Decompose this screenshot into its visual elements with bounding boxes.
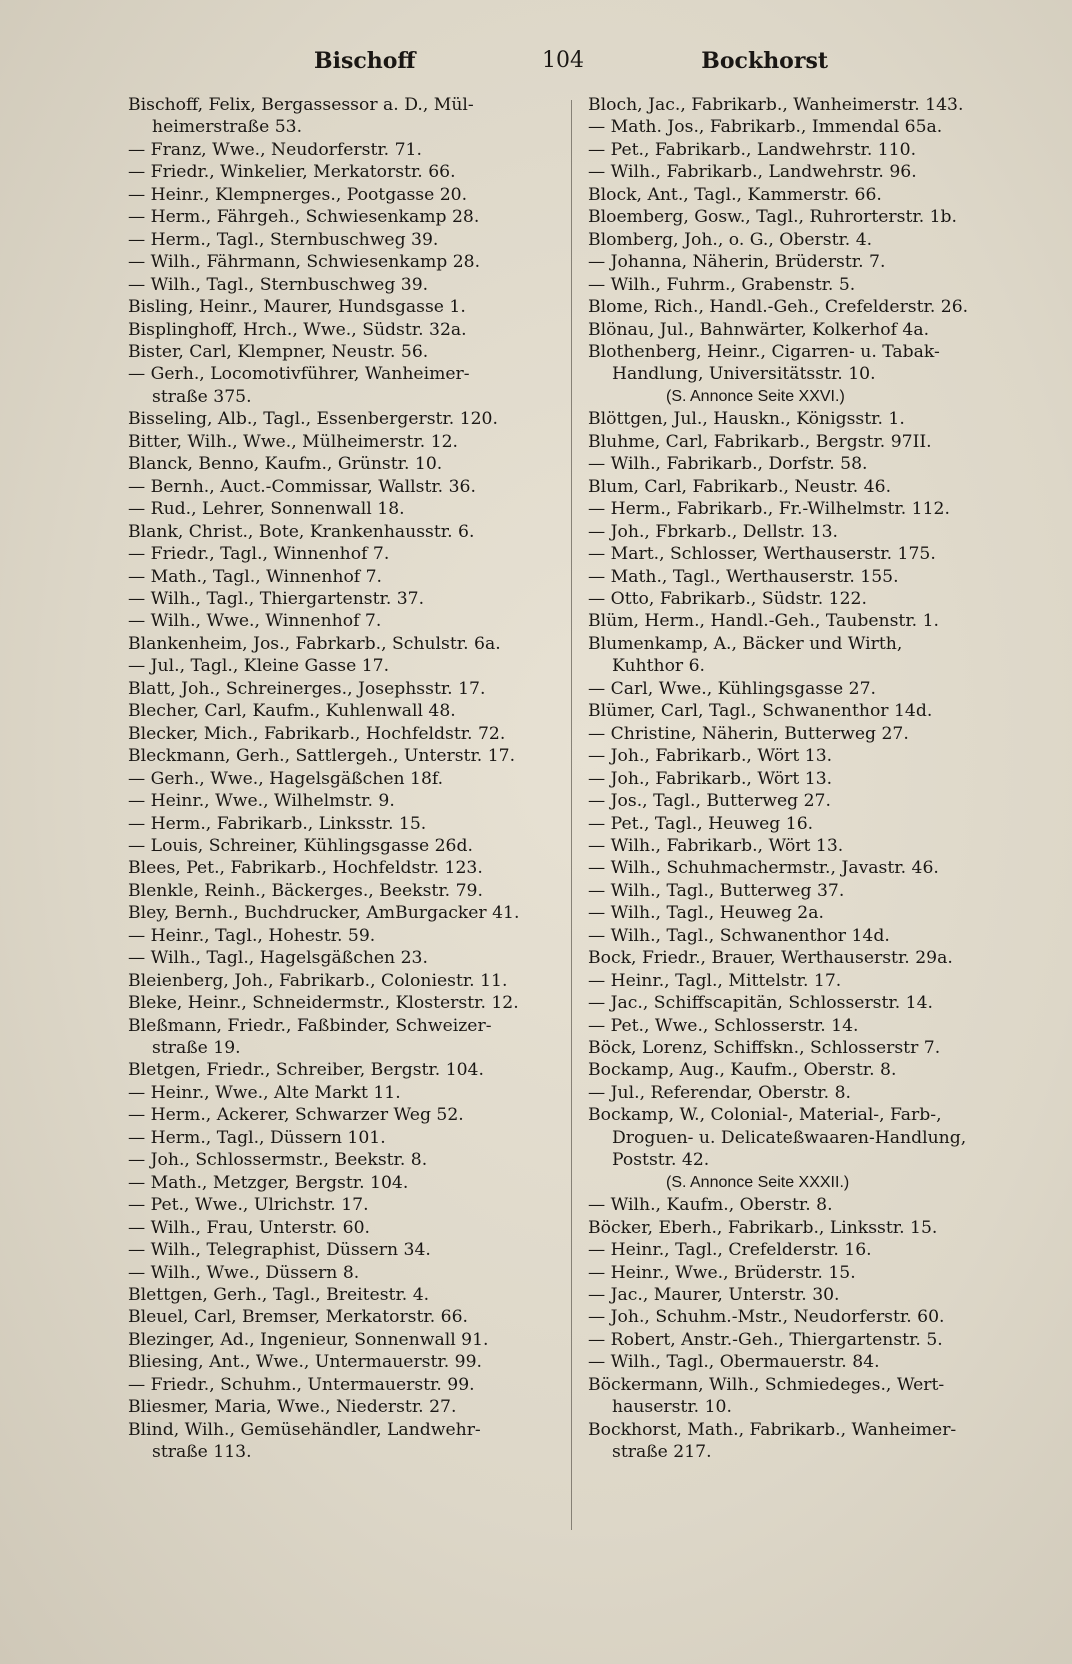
directory-entry: Blöttgen, Jul., Hauskn., Königsstr. 1. <box>588 409 905 430</box>
directory-entry: — Wilh., Tagl., Sternbuschweg 39. <box>128 274 429 295</box>
directory-entry: Bleckmann, Gerh., Sattlergeh., Unterstr. 17. <box>128 746 516 767</box>
directory-entry: Bletgen, Friedr., Schreiber, Bergstr. 104. <box>128 1060 484 1081</box>
directory-entry: — Wilh., Tagl., Schwanenthor 14d. <box>588 925 890 946</box>
directory-entry: — Wilh., Telegraphist, Düssern 34. <box>128 1240 431 1261</box>
directory-entry: — Pet., Fabrikarb., Landwehrstr. 110. <box>588 139 917 160</box>
directory-entry: — Herm., Fabrikarb., Fr.-Wilhelmstr. 112. <box>588 499 950 520</box>
directory-entry: Böcker, Eberh., Fabrikarb., Linksstr. 15. <box>588 1217 938 1238</box>
directory-entry: Blees, Pet., Fabrikarb., Hochfeldstr. 123. <box>128 858 483 879</box>
directory-entry: Bisplinghoff, Hrch., Wwe., Südstr. 32a. <box>128 319 467 340</box>
directory-entry: Bockhorst, Math., Fabrikarb., Wanheimer- <box>588 1419 957 1440</box>
directory-entry: — Bernh., Auct.-Commissar, Wallstr. 36. <box>128 476 476 497</box>
directory-entry: — Herm., Ackerer, Schwarzer Weg 52. <box>128 1105 464 1126</box>
directory-entry: — Wilh., Wwe., Winnenhof 7. <box>128 611 382 632</box>
directory-entry: — Joh., Fabrikarb., Wört 13. <box>588 746 833 767</box>
directory-entry: — Wilh., Tagl., Thiergartenstr. 37. <box>128 588 425 609</box>
directory-entry: Böckermann, Wilh., Schmiedeges., Wert- <box>588 1374 945 1395</box>
directory-entry: straße 113. <box>152 1442 252 1463</box>
directory-entry: — Heinr., Wwe., Alte Markt 11. <box>128 1082 401 1103</box>
directory-entry: Kuhthor 6. <box>612 656 706 677</box>
directory-entry: Blönau, Jul., Bahnwärter, Kolkerhof 4a. <box>588 319 930 340</box>
directory-entry: — Herm., Tagl., Sternbuschweg 39. <box>128 229 439 250</box>
directory-entry: — Friedr., Tagl., Winnenhof 7. <box>128 544 390 565</box>
directory-entry: Bisseling, Alb., Tagl., Essenbergerstr. 120. <box>128 409 498 430</box>
directory-entry: Bister, Carl, Klempner, Neustr. 56. <box>128 341 429 362</box>
directory-entry: — Jos., Tagl., Butterweg 27. <box>588 791 831 812</box>
directory-entry: Bliesmer, Maria, Wwe., Niederstr. 27. <box>128 1397 457 1418</box>
directory-entry: Bluhme, Carl, Fabrikarb., Bergstr. 97II. <box>588 431 932 452</box>
directory-entry: — Friedr., Schuhm., Untermauerstr. 99. <box>128 1374 475 1395</box>
directory-entry: — Pet., Tagl., Heuweg 16. <box>588 813 814 834</box>
directory-entry: hauserstr. 10. <box>612 1397 732 1418</box>
directory-entry: Bischoff, Felix, Bergassessor a. D., Mül- <box>128 95 474 115</box>
directory-entry: — Wilh., Tagl., Obermauerstr. 84. <box>588 1352 880 1373</box>
directory-entry: — Christine, Näherin, Butterweg 27. <box>588 723 909 744</box>
directory-entry: — Heinr., Tagl., Hohestr. 59. <box>128 925 376 946</box>
directory-entry: — Wilh., Tagl., Butterweg 37. <box>588 880 845 901</box>
directory-entry: — Wilh., Schuhmachermstr., Javastr. 46. <box>588 858 939 879</box>
header-left-word: Bischoff <box>314 48 416 74</box>
directory-entry: — Joh., Fbrkarb., Dellstr. 13. <box>588 521 839 542</box>
directory-entry: — Joh., Fabrikarb., Wört 13. <box>588 768 833 789</box>
directory-entry: Blanck, Benno, Kaufm., Grünstr. 10. <box>128 454 443 475</box>
directory-entry: — Wilh., Tagl., Hagelsgäßchen 23. <box>128 948 428 969</box>
advertisement-reference: (S. Annonce Seite XXXII.) <box>666 1173 850 1191</box>
directory-entry: Blum, Carl, Fabrikarb., Neustr. 46. <box>588 476 892 497</box>
directory-entry: Blenkle, Reinh., Bäckerges., Beekstr. 79. <box>128 880 483 901</box>
directory-entry: — Herm., Fährgeh., Schwiesenkamp 28. <box>128 207 480 228</box>
directory-entry: — Wilh., Fährmann, Schwiesenkamp 28. <box>128 252 481 273</box>
directory-entry: Bockamp, W., Colonial-, Material-, Farb-, <box>588 1105 942 1126</box>
directory-entry: Bisling, Heinr., Maurer, Hundsgasse 1. <box>128 297 466 318</box>
advertisement-reference: (S. Annonce Seite XXVI.) <box>666 387 845 405</box>
directory-entry: — Jul., Referendar, Oberstr. 8. <box>588 1082 851 1103</box>
directory-entry: — Gerh., Wwe., Hagelsgäßchen 18f. <box>128 768 444 789</box>
directory-entry: — Franz, Wwe., Neudorferstr. 71. <box>128 139 422 160</box>
directory-entry: Bleuel, Carl, Bremser, Merkatorstr. 66. <box>128 1307 468 1328</box>
directory-entry: — Wilh., Fuhrm., Grabenstr. 5. <box>588 274 856 295</box>
directory-entry: — Heinr., Klempnerges., Pootgasse 20. <box>128 184 468 205</box>
directory-entry: — Wilh., Fabrikarb., Wört 13. <box>588 835 844 856</box>
directory-entry: — Wilh., Fabrikarb., Landwehrstr. 96. <box>588 162 917 183</box>
directory-entry: Blecher, Carl, Kaufm., Kuhlenwall 48. <box>128 701 456 722</box>
directory-entry: — Herm., Fabrikarb., Linksstr. 15. <box>128 813 427 834</box>
directory-entry: — Gerh., Locomotivführer, Wanheimer- <box>128 364 470 385</box>
directory-entry: — Herm., Tagl., Düssern 101. <box>128 1127 386 1148</box>
directory-entry: — Math., Tagl., Winnenhof 7. <box>128 566 383 587</box>
directory-entry: Handlung, Universitätsstr. 10. <box>612 364 876 385</box>
directory-entry: — Jac., Schiffscapitän, Schlosserstr. 14. <box>588 993 933 1014</box>
directory-entry: Blecker, Mich., Fabrikarb., Hochfeldstr. 72. <box>128 723 506 744</box>
directory-entry: — Wilh., Tagl., Heuweg 2a. <box>588 903 824 924</box>
directory-entry: — Johanna, Näherin, Brüderstr. 7. <box>588 252 886 273</box>
directory-entry: Böck, Lorenz, Schiffskn., Schlosserstr 7. <box>588 1038 941 1059</box>
directory-entry: Poststr. 42. <box>612 1150 710 1171</box>
directory-entry: Bley, Bernh., Buchdrucker, AmBurgacker 41. <box>128 903 520 924</box>
column-divider <box>571 100 572 1530</box>
directory-entry: Blothenberg, Heinr., Cigarren- u. Tabak- <box>588 341 940 362</box>
directory-entry: Blind, Wilh., Gemüsehändler, Landwehr- <box>128 1419 481 1440</box>
directory-entry: — Jac., Maurer, Unterstr. 30. <box>588 1285 840 1306</box>
directory-entry: — Wilh., Fabrikarb., Dorfstr. 58. <box>588 454 868 475</box>
directory-entry: — Carl, Wwe., Kühlingsgasse 27. <box>588 678 876 699</box>
page-header <box>128 48 828 82</box>
directory-entry: — Louis, Schreiner, Kühlingsgasse 26d. <box>128 835 473 856</box>
directory-entry: Blank, Christ., Bote, Krankenhausstr. 6. <box>128 521 475 542</box>
directory-entry: — Wilh., Kaufm., Oberstr. 8. <box>588 1195 833 1216</box>
directory-entry: Blüm, Herm., Handl.-Geh., Taubenstr. 1. <box>588 611 939 632</box>
directory-entry: Blomberg, Joh., o. G., Oberstr. 4. <box>588 229 873 250</box>
directory-entry: — Jul., Tagl., Kleine Gasse 17. <box>128 656 390 677</box>
directory-entry: — Heinr., Wwe., Brüderstr. 15. <box>588 1262 856 1283</box>
directory-entry: Bloch, Jac., Fabrikarb., Wanheimerstr. 143. <box>588 95 964 115</box>
directory-entry: — Otto, Fabrikarb., Südstr. 122. <box>588 588 867 609</box>
header-right-word: Bockhorst <box>701 48 828 74</box>
directory-entry: — Joh., Schuhm.-Mstr., Neudorferstr. 60. <box>588 1307 945 1328</box>
directory-entry: Bliesing, Ant., Wwe., Untermauerstr. 99. <box>128 1352 482 1373</box>
directory-entry: Blumenkamp, A., Bäcker und Wirth, <box>588 633 903 654</box>
right-column <box>588 94 1028 1464</box>
directory-entry: — Pet., Wwe., Schlosserstr. 14. <box>588 1015 859 1036</box>
directory-entry: — Math., Tagl., Werthauserstr. 155. <box>588 566 899 587</box>
directory-entry: Bitter, Wilh., Wwe., Mülheimerstr. 12. <box>128 431 459 452</box>
directory-entry: — Math. Jos., Fabrikarb., Immendal 65a. <box>588 117 943 138</box>
directory-entry: Blümer, Carl, Tagl., Schwanenthor 14d. <box>588 701 933 722</box>
directory-entry: Blettgen, Gerh., Tagl., Breitestr. 4. <box>128 1285 430 1306</box>
directory-entry: heimerstraße 53. <box>152 117 303 138</box>
left-column <box>128 94 558 1464</box>
directory-entry: — Mart., Schlosser, Werthauserstr. 175. <box>588 544 936 565</box>
directory-entry: — Heinr., Tagl., Mittelstr. 17. <box>588 970 842 991</box>
directory-entry: — Pet., Wwe., Ulrichstr. 17. <box>128 1195 369 1216</box>
directory-entry: Bleienberg, Joh., Fabrikarb., Coloniestr. 11. <box>128 970 508 991</box>
page-number: 104 <box>542 48 584 73</box>
directory-entry: Bleßmann, Friedr., Faßbinder, Schweizer- <box>128 1015 492 1036</box>
directory-entry: — Wilh., Wwe., Düssern 8. <box>128 1262 360 1283</box>
directory-entry: straße 19. <box>152 1038 241 1059</box>
directory-entry: — Rud., Lehrer, Sonnenwall 18. <box>128 499 405 520</box>
directory-entry: — Math., Metzger, Bergstr. 104. <box>128 1172 409 1193</box>
directory-entry: straße 375. <box>152 386 252 407</box>
directory-entry: — Wilh., Frau, Unterstr. 60. <box>128 1217 371 1238</box>
directory-entry: Blatt, Joh., Schreinerges., Josephsstr. 17. <box>128 678 486 699</box>
directory-entry: Blome, Rich., Handl.-Geh., Crefelderstr. 26. <box>588 297 969 318</box>
directory-entry: Droguen- u. Delicateßwaaren-Handlung, <box>612 1127 967 1148</box>
directory-entry: Blezinger, Ad., Ingenieur, Sonnenwall 91. <box>128 1329 489 1350</box>
directory-entry: Bloemberg, Gosw., Tagl., Ruhrorterstr. 1b. <box>588 207 958 228</box>
directory-entry: — Friedr., Winkelier, Merkatorstr. 66. <box>128 162 456 183</box>
directory-entry: — Joh., Schlossermstr., Beekstr. 8. <box>128 1150 428 1171</box>
directory-entry: Block, Ant., Tagl., Kammerstr. 66. <box>588 184 882 205</box>
directory-entry: — Robert, Anstr.-Geh., Thiergartenstr. 5. <box>588 1329 943 1350</box>
directory-entry: — Heinr., Wwe., Wilhelmstr. 9. <box>128 791 395 812</box>
directory-entry: Blankenheim, Jos., Fabrkarb., Schulstr. 6a. <box>128 633 501 654</box>
directory-entry: Bockamp, Aug., Kaufm., Oberstr. 8. <box>588 1060 897 1081</box>
directory-entry: Bock, Friedr., Brauer, Werthauserstr. 29a. <box>588 948 953 969</box>
directory-entry: — Heinr., Tagl., Crefelderstr. 16. <box>588 1240 872 1261</box>
directory-entry: straße 217. <box>612 1442 712 1463</box>
directory-entry: Bleke, Heinr., Schneidermstr., Klosterstr. 12. <box>128 993 519 1014</box>
